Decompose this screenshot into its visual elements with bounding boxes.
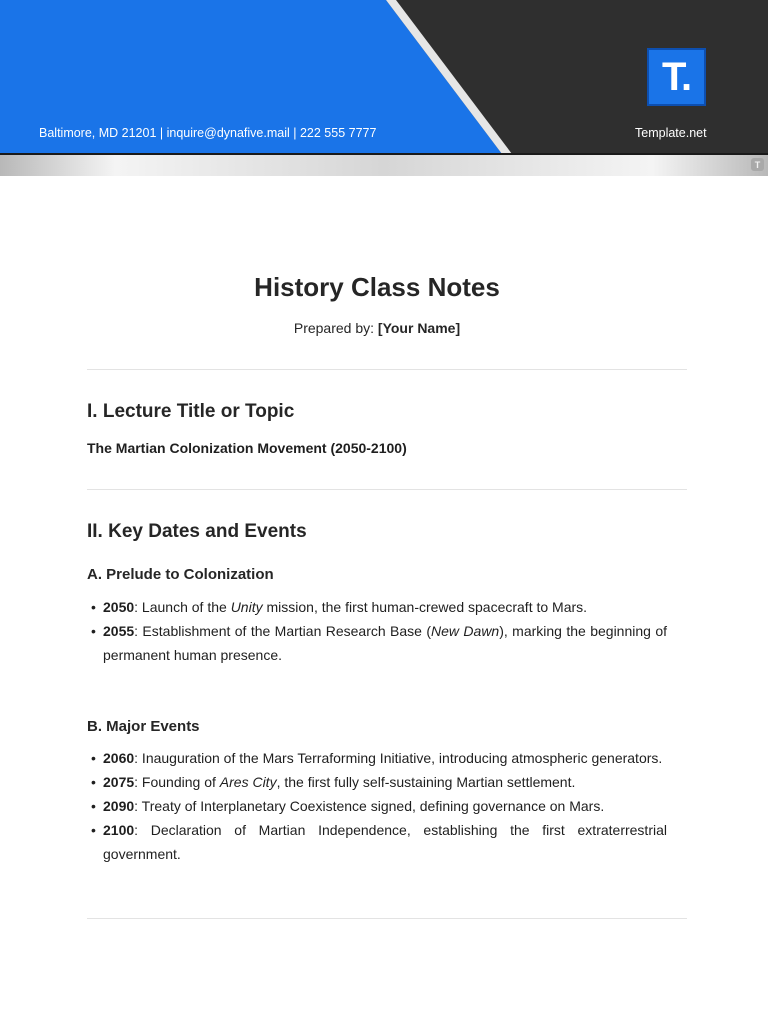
event-text: : Launch of the — [134, 599, 231, 615]
event-year: 2075 — [103, 774, 135, 790]
list-item — [87, 794, 667, 818]
event-text: : Treaty of Interplanetary Coexistence signed, defining governance on Mars. — [134, 798, 605, 814]
contact-line: Baltimore, MD 21201 | inquire@dynafive.mail | 222 555 7777 — [39, 126, 377, 140]
event-year: 2060 — [103, 750, 135, 766]
event-year: 2090 — [103, 798, 135, 814]
subsection-a-heading: A. Prelude to Colonization — [87, 566, 274, 583]
template-mini-icon: T — [751, 158, 764, 171]
event-year: 2100 — [103, 822, 135, 838]
event-text: : Founding of — [134, 774, 220, 790]
prepared-by — [87, 320, 667, 336]
major-events-list — [87, 746, 667, 866]
prepared-name: [Your Name] — [377, 320, 461, 336]
event-text: mission, the first human-crewed spacecraft to Mars. — [262, 599, 588, 615]
event-text: : Declaration of Martian Independence, establishing the first extraterrestrial government. — [103, 822, 667, 862]
header-banner — [0, 0, 768, 176]
event-text: ), marking the beginning of permanent human presence. — [103, 623, 668, 663]
event-name: Unity — [230, 599, 263, 615]
page-title: History Class Notes — [254, 272, 500, 302]
list-item — [87, 818, 667, 866]
event-text: , the first fully self-sustaining Martian settlement. — [276, 774, 576, 790]
list-item — [87, 595, 667, 619]
event-text: : Establishment of the Martian Research Base ( — [134, 623, 432, 639]
section-2-heading: II. Key Dates and Events — [87, 521, 307, 542]
event-name: Ares City — [219, 774, 277, 790]
event-text: : Inauguration of the Mars Terraforming Initiative, introducing atmospheric generators. — [134, 750, 663, 766]
divider — [87, 489, 687, 490]
list-item — [87, 770, 667, 794]
event-year: 2055 — [103, 623, 135, 639]
template-logo — [647, 48, 706, 106]
list-item — [87, 619, 667, 667]
subsection-b-heading: B. Major Events — [87, 718, 200, 735]
event-name: New Dawn — [431, 623, 500, 639]
event-year: 2050 — [103, 599, 135, 615]
logo-text: T. — [661, 55, 692, 99]
list-item — [87, 746, 667, 770]
prelude-list — [87, 595, 667, 667]
prepared-label: Prepared by: — [293, 320, 378, 336]
lecture-topic: The Martian Colonization Movement (2050-2100) — [87, 440, 407, 456]
divider — [87, 918, 687, 919]
divider — [87, 369, 687, 370]
section-1-heading: I. Lecture Title or Topic — [87, 401, 295, 422]
brand-name: Template.net — [635, 126, 707, 140]
